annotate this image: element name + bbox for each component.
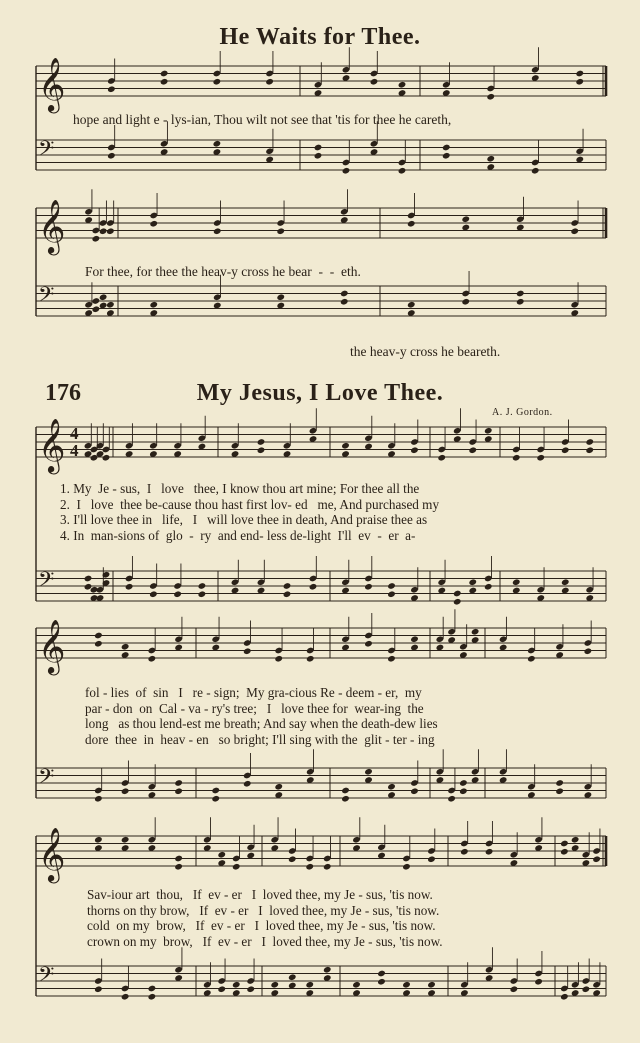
note-head bbox=[107, 85, 116, 93]
note-head bbox=[102, 454, 111, 462]
note-head bbox=[364, 583, 373, 591]
note-head bbox=[94, 795, 103, 803]
note-head bbox=[243, 780, 252, 788]
hymn-title: My Jesus, I Love Thee. bbox=[196, 380, 444, 406]
note-head bbox=[570, 227, 579, 235]
note-head bbox=[407, 220, 416, 228]
note-head bbox=[274, 783, 283, 791]
lyric-line: fol - lies of sin I re - sign; My gra-cious Re - deem - er, my bbox=[85, 685, 422, 700]
note-head bbox=[211, 787, 220, 795]
note-head bbox=[340, 290, 349, 298]
note-head bbox=[461, 215, 470, 223]
note-head bbox=[217, 851, 226, 859]
note-head bbox=[560, 993, 569, 1001]
note-head bbox=[387, 590, 396, 598]
note-head bbox=[584, 647, 593, 655]
note-head bbox=[442, 152, 451, 160]
note-head bbox=[160, 70, 169, 78]
note-head bbox=[213, 227, 222, 235]
note-head bbox=[107, 152, 116, 160]
treble-clef: 𝄞 bbox=[38, 418, 66, 472]
note-head bbox=[125, 583, 134, 591]
lyric-line: Sav-iour art thou, If ev - er I loved thee, my Je - sus, 'tis now. bbox=[87, 887, 433, 902]
note-head bbox=[99, 227, 108, 235]
note-head bbox=[527, 655, 536, 663]
note-head bbox=[92, 297, 101, 305]
note-head bbox=[305, 981, 314, 989]
note-head bbox=[314, 144, 323, 152]
note-head bbox=[534, 978, 543, 986]
note-head bbox=[582, 985, 591, 993]
note-head bbox=[410, 635, 419, 643]
note-head bbox=[387, 783, 396, 791]
note-head bbox=[370, 78, 379, 86]
note-head bbox=[283, 590, 292, 598]
note-head bbox=[173, 590, 182, 598]
time-signature-top: 4 bbox=[70, 424, 79, 443]
note-head bbox=[265, 78, 274, 86]
bass-clef: 𝄢 bbox=[38, 282, 55, 313]
note-head bbox=[512, 454, 521, 462]
note-head bbox=[257, 438, 266, 446]
note-head bbox=[106, 301, 115, 309]
hymn-title: He Waits for Thee. bbox=[219, 24, 421, 50]
note-head bbox=[323, 863, 332, 871]
note-head bbox=[342, 167, 351, 175]
note-head bbox=[94, 985, 103, 993]
note-head bbox=[486, 155, 495, 163]
note-head bbox=[536, 454, 545, 462]
note-head bbox=[442, 144, 451, 152]
note-head bbox=[94, 836, 103, 844]
note-head bbox=[364, 640, 373, 648]
note-head bbox=[447, 795, 456, 803]
note-head bbox=[387, 582, 396, 590]
note-head bbox=[149, 590, 158, 598]
note-head bbox=[243, 647, 252, 655]
note-head bbox=[92, 235, 101, 243]
note-head bbox=[149, 301, 158, 309]
note-head bbox=[94, 640, 103, 648]
note-head bbox=[486, 93, 495, 101]
note-head bbox=[305, 863, 314, 871]
lyric-line: the heav-y cross he beareth. bbox=[350, 344, 501, 359]
time-signature-bottom: 4 bbox=[70, 441, 79, 460]
note-head bbox=[561, 578, 570, 586]
note-head bbox=[270, 981, 279, 989]
lyric-line: 2. I love thee be-cause thou hast first lov- ed me, And purchased my bbox=[60, 496, 440, 512]
note-head bbox=[121, 787, 130, 795]
note-head bbox=[341, 442, 350, 450]
note-head bbox=[198, 590, 207, 598]
note-head bbox=[387, 655, 396, 663]
note-head bbox=[460, 848, 469, 856]
note-head bbox=[485, 848, 494, 856]
note-head bbox=[531, 167, 540, 175]
note-head bbox=[575, 78, 584, 86]
note-head bbox=[283, 582, 292, 590]
lyric-line: par - don on Cal - va - ry's tree; I love thee for wear-ing the bbox=[85, 700, 424, 716]
note-head bbox=[427, 855, 436, 863]
note-head bbox=[516, 298, 525, 306]
note-head bbox=[309, 583, 318, 591]
note-head bbox=[174, 855, 183, 863]
lyric-line: crown on my brow, If ev - er I loved thee, my Je - sus, 'tis now. bbox=[87, 933, 443, 949]
lyric-line: 3. I'll love thee in life, I will love thee in death, And praise thee as bbox=[60, 512, 428, 527]
note-head bbox=[121, 993, 130, 1001]
note-head bbox=[453, 590, 462, 598]
note-head bbox=[459, 787, 468, 795]
hymn-number: 176 bbox=[45, 380, 81, 406]
lyric-line: 1. My Je - sus, I love thee, I know thou art mine; For thee all the bbox=[60, 481, 420, 496]
note-head bbox=[276, 293, 285, 301]
note-head bbox=[398, 81, 407, 89]
note-head bbox=[84, 575, 93, 583]
note-head bbox=[232, 863, 241, 871]
note-head bbox=[213, 140, 222, 148]
treble-clef: 𝄞 bbox=[38, 619, 66, 673]
treble-clef: 𝄞 bbox=[38, 57, 66, 111]
note-head bbox=[174, 787, 183, 795]
note-head bbox=[148, 655, 157, 663]
note-head bbox=[341, 787, 350, 795]
note-head bbox=[288, 855, 297, 863]
bass-clef: 𝄢 bbox=[38, 962, 55, 993]
note-head bbox=[402, 863, 411, 871]
note-head bbox=[99, 293, 108, 301]
note-head bbox=[121, 836, 130, 844]
note-head bbox=[341, 795, 350, 803]
note-head bbox=[274, 655, 283, 663]
note-head bbox=[121, 643, 130, 651]
note-head bbox=[516, 290, 525, 298]
treble-clef: 𝄞 bbox=[38, 199, 66, 253]
lyric-line: thorns on thy brow, If ev - er I loved thee, my Je - sus, 'tis now. bbox=[87, 902, 440, 918]
note-head bbox=[555, 779, 564, 787]
note-head bbox=[288, 973, 297, 981]
bass-clef: 𝄢 bbox=[38, 764, 55, 795]
note-head bbox=[453, 598, 462, 606]
note-head bbox=[407, 301, 416, 309]
note-head bbox=[92, 305, 101, 313]
note-head bbox=[561, 446, 570, 454]
note-head bbox=[410, 446, 419, 454]
note-head bbox=[398, 167, 407, 175]
note-head bbox=[340, 298, 349, 306]
note-head bbox=[512, 578, 521, 586]
note-head bbox=[276, 227, 285, 235]
lyric-line: For thee, for thee the heav-y cross he bear - - eth. bbox=[85, 264, 361, 279]
note-head bbox=[232, 981, 241, 989]
note-head bbox=[560, 840, 569, 848]
note-head bbox=[352, 981, 361, 989]
note-head bbox=[211, 795, 220, 803]
note-head bbox=[148, 993, 157, 1001]
note-head bbox=[461, 298, 470, 306]
note-head bbox=[510, 985, 519, 993]
note-head bbox=[323, 966, 332, 974]
composer-credit: A. J. Gordon. bbox=[492, 407, 553, 418]
note-head bbox=[174, 863, 183, 871]
note-head bbox=[246, 985, 255, 993]
note-head bbox=[484, 583, 493, 591]
note-head bbox=[94, 632, 103, 640]
note-head bbox=[364, 768, 373, 776]
lyric-line: long as thou lend-est me breath; And say when the death-dew lies bbox=[85, 716, 438, 731]
note-head bbox=[149, 220, 158, 228]
note-head bbox=[437, 454, 446, 462]
note-head bbox=[459, 779, 468, 787]
lyric-line: hope and light e - lys-ian, Thou wilt not see that 'tis for thee he careth, bbox=[73, 112, 452, 127]
note-head bbox=[148, 985, 157, 993]
note-head bbox=[592, 855, 601, 863]
note-head bbox=[402, 981, 411, 989]
bass-clef: 𝄢 bbox=[38, 136, 55, 167]
note-head bbox=[377, 978, 386, 986]
lyric-line: cold on my brow, If ev - er I loved thee, my Je - sus, 'tis now. bbox=[87, 918, 436, 933]
note-head bbox=[160, 78, 169, 86]
lyric-line: 4. In man-sions of glo - ry and end- less de-light I'll ev - er a- bbox=[60, 527, 416, 543]
note-head bbox=[471, 628, 480, 636]
note-head bbox=[377, 970, 386, 978]
note-head bbox=[217, 985, 226, 993]
note-head bbox=[306, 655, 315, 663]
note-head bbox=[213, 78, 222, 86]
lyric-line: dore thee in heav - en so bright; I'll sing with the glit - ter - ing bbox=[85, 731, 435, 747]
note-head bbox=[468, 446, 477, 454]
note-head bbox=[585, 446, 594, 454]
note-head bbox=[106, 227, 115, 235]
note-head bbox=[314, 152, 323, 160]
treble-clef: 𝄞 bbox=[38, 827, 66, 881]
note-head bbox=[410, 787, 419, 795]
note-head bbox=[484, 427, 493, 435]
note-head bbox=[427, 981, 436, 989]
note-head bbox=[198, 582, 207, 590]
note-head bbox=[174, 779, 183, 787]
note-head bbox=[560, 848, 569, 856]
note-head bbox=[468, 578, 477, 586]
note-head bbox=[585, 438, 594, 446]
bass-clef: 𝄢 bbox=[38, 567, 55, 598]
note-head bbox=[575, 70, 584, 78]
note-head bbox=[257, 446, 266, 454]
note-head bbox=[555, 787, 564, 795]
note-head bbox=[571, 836, 580, 844]
